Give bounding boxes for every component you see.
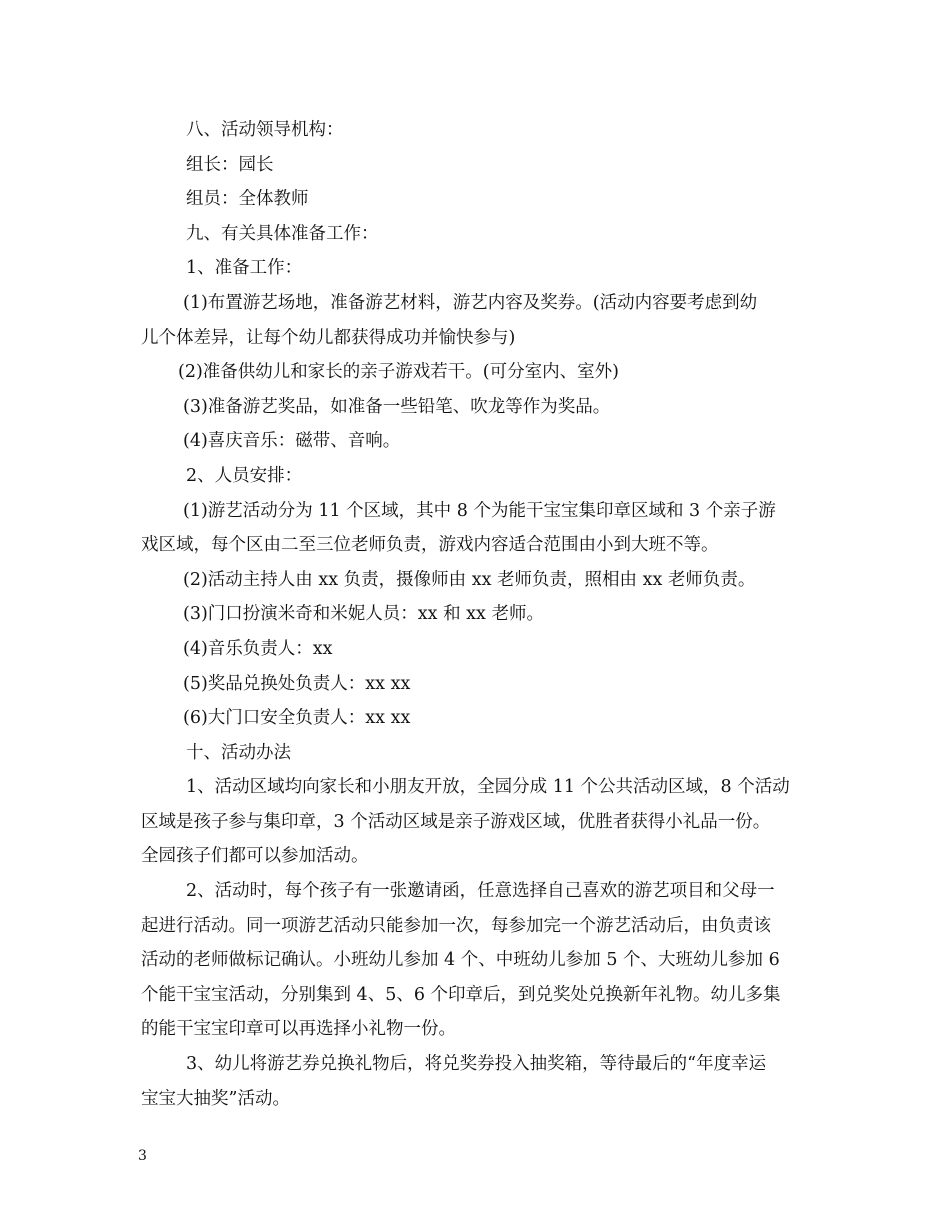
text-line: 戏区域，每个区由二至三位老师负责，游戏内容适合范围由小到大班不等。 (141, 535, 719, 556)
text-line: (2)活动主持人由 xx 负责，摄像师由 xx 老师负责，照相由 xx 老师负责。 (183, 569, 756, 590)
text-line: 的能干宝宝印章可以再选择小礼物一份。 (141, 1019, 456, 1040)
text-line: 个能干宝宝活动，分别集到 4、5、6 个印章后，到兑奖处兑换新年礼物。幼儿多集 (141, 984, 781, 1005)
text-line: (4)喜庆音乐：磁带、音响。 (183, 431, 401, 452)
text-line: 1、准备工作： (186, 258, 303, 279)
text-line: (6)大门口安全负责人：xx xx (183, 708, 411, 729)
text-line: 活动的老师做标记确认。小班幼儿参加 4 个、中班幼儿参加 5 个、大班幼儿参加 6 (141, 950, 780, 971)
page-number: 3 (138, 1148, 147, 1164)
text-line: 组员：全体教师 (186, 189, 309, 210)
text-line: 全园孩子们都可以参加活动。 (141, 846, 369, 867)
text-line: 宝宝大抽奖”活动。 (141, 1088, 290, 1109)
text-line: (1)游艺活动分为 11 个区域，其中 8 个为能干宝宝集印章区域和 3 个亲子游 (183, 500, 776, 521)
document-body (0, 113, 950, 1116)
text-line: 组长：园长 (186, 154, 274, 175)
text-line: (1)布置游艺场地，准备游艺材料，游艺内容及奖券。(活动内容要考虑到幼 (183, 292, 758, 313)
text-line: 起进行活动。同一项游艺活动只能参加一次，每参加完一个游艺活动后，由负责该 (141, 915, 771, 936)
text-line: (2)准备供幼儿和家长的亲子游戏若干。(可分室内、室外) (178, 362, 619, 383)
text-line: 3、幼儿将游艺券兑换礼物后，将兑奖券投入抽奖箱，等待最后的“年度幸运 (186, 1054, 767, 1075)
text-line: 2、活动时，每个孩子有一张邀请函，任意选择自己喜欢的游艺项目和父母一 (186, 881, 775, 902)
text-line: 2、人员安排： (186, 465, 303, 486)
text-line: (3)准备游艺奖品，如准备一些铅笔、吹龙等作为奖品。 (183, 396, 611, 417)
text-line: (5)奖品兑换处负责人：xx xx (183, 673, 411, 694)
text-line: 区域是孩子参与集印章，3 个活动区域是亲子游戏区域，优胜者获得小礼品一份。 (141, 811, 771, 832)
text-line: 1、活动区域均向家长和小朋友开放，全园分成 11 个公共活动区域，8 个活动 (186, 777, 790, 798)
text-line: 儿个体差异，让每个幼儿都获得成功并愉快参与) (141, 327, 516, 348)
text-line: (3)门口扮演米奇和米妮人员：xx 和 xx 老师。 (183, 604, 544, 625)
text-line: 九、有关具体准备工作： (186, 223, 379, 244)
text-line: 八、活动领导机构： (186, 120, 344, 140)
text-line: 十、活动办法 (186, 742, 291, 763)
text-line: (4)音乐负责人：xx (183, 638, 333, 659)
